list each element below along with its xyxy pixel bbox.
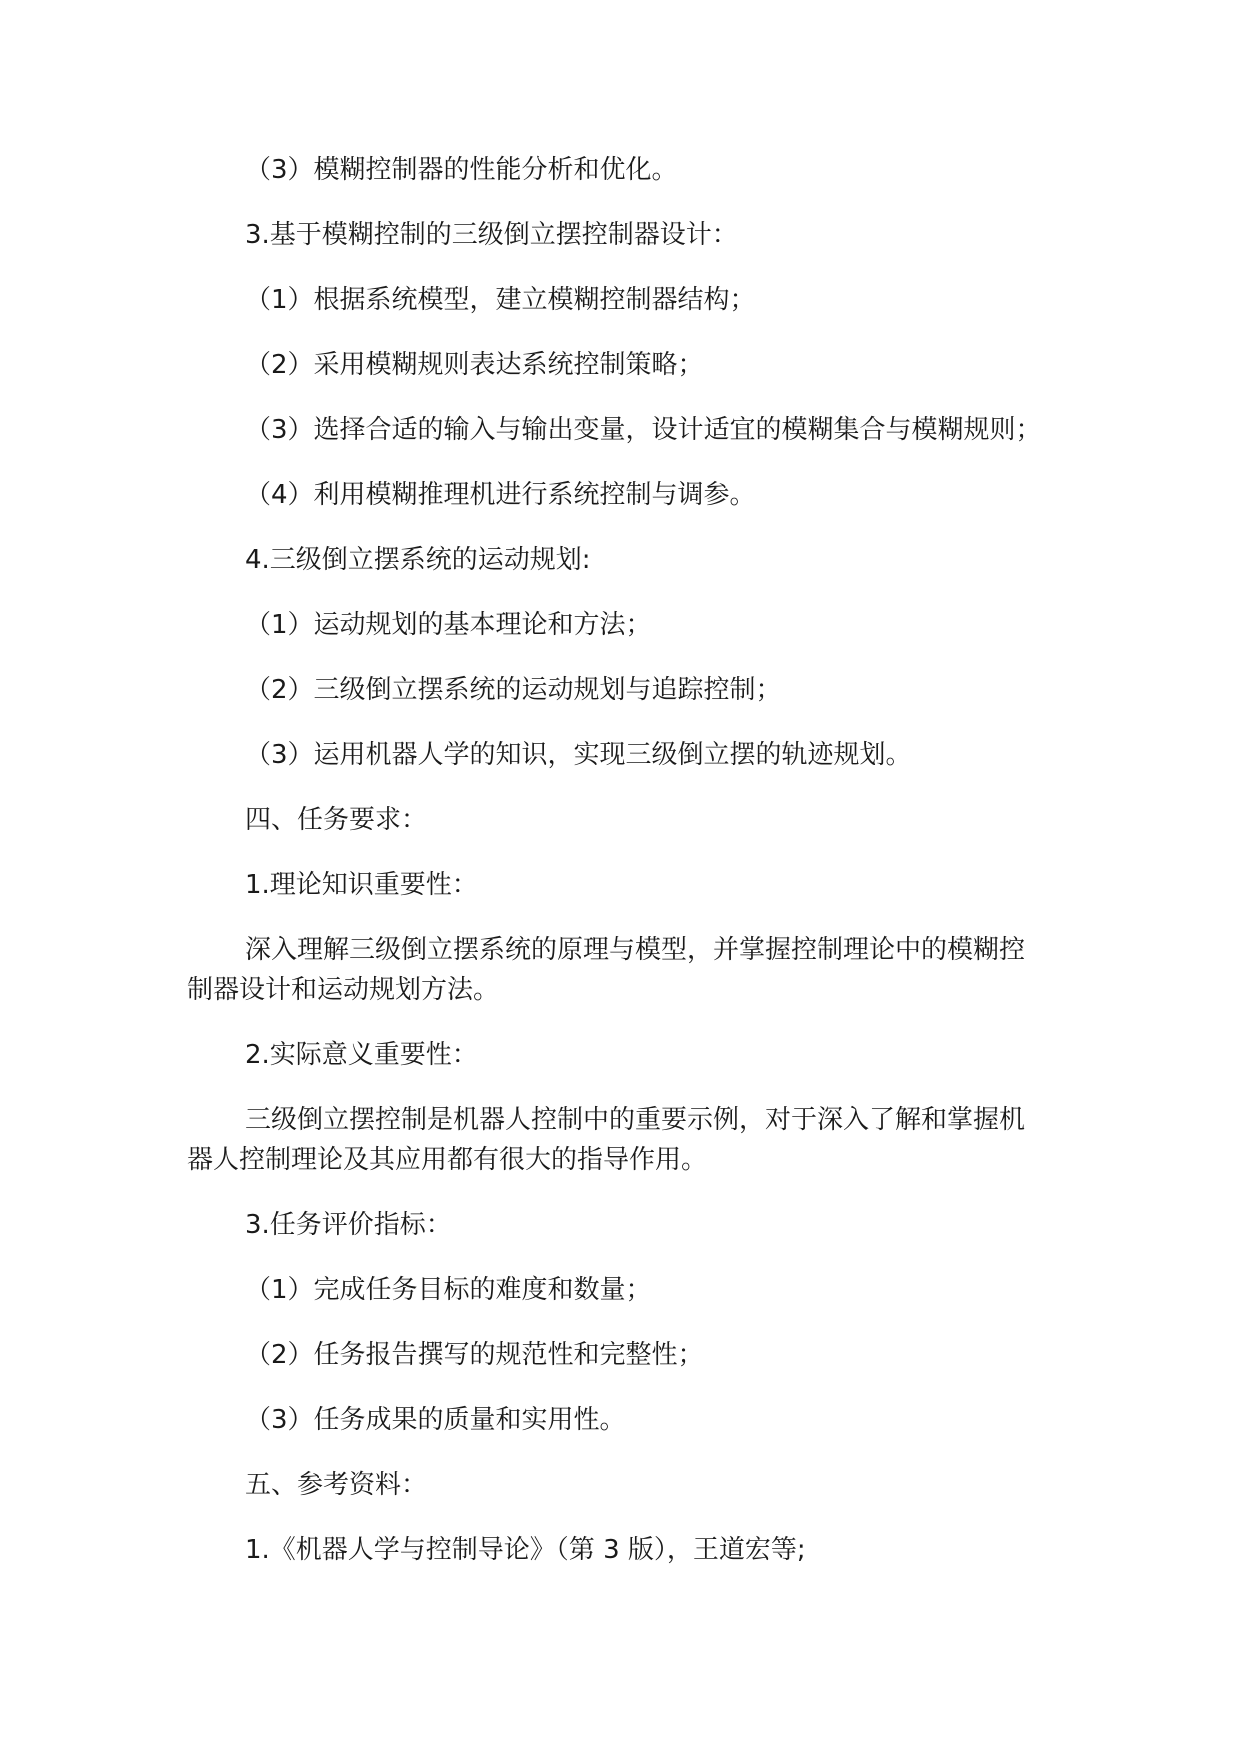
chapter-heading-references: 五、参考资料： [245,1470,428,1500]
list-item-build-structure: （1）根据系统模型，建立模糊控制器结构； [245,285,756,315]
reference-item-1: 1.《机器人学与控制导论》（第 3 版），王道宏等; [245,1535,806,1565]
list-item-trajectory-planning: （3）运用机器人学的知识，实现三级倒立摆的轨迹规划。 [245,740,912,770]
section-heading-evaluation: 3.任务评价指标： [245,1210,452,1240]
section-heading-theory-importance: 1.理论知识重要性： [245,870,478,900]
chapter-heading-task-requirements: 四、任务要求： [245,805,428,835]
body-paragraph-theory: 深入理解三级倒立摆系统的原理与模型，并掌握控制理论中的模糊控制器设计和运动规划方法。 [187,935,1026,1005]
section-heading-motion-planning: 4.三级倒立摆系统的运动规划: [245,545,591,575]
list-item-fuzzy-rules: （2）采用模糊规则表达系统控制策略； [245,350,704,380]
section-heading-fuzzy-controller-design: 3.基于模糊控制的三级倒立摆控制器设计： [245,220,738,250]
list-item-result-quality: （3）任务成果的质量和实用性。 [245,1405,626,1435]
list-item-select-variables: （3）选择合适的输入与输出变量，设计适宜的模糊集合与模糊规则； [245,415,1042,445]
list-item-fuzzy-performance: （3）模糊控制器的性能分析和优化。 [245,155,678,185]
body-paragraph-practical: 三级倒立摆控制是机器人控制中的重要示例，对于深入了解和掌握机器人控制理论及其应用都有很大的指导作用。 [187,1105,1026,1175]
list-item-inference-tuning: （4）利用模糊推理机进行系统控制与调参。 [245,480,756,510]
list-item-report-quality: （2）任务报告撰写的规范性和完整性； [245,1340,704,1370]
section-heading-practical-importance: 2.实际意义重要性： [245,1040,478,1070]
document-body [187,150,1057,1570]
list-item-planning-tracking: （2）三级倒立摆系统的运动规划与追踪控制； [245,675,782,705]
list-item-difficulty: （1）完成任务目标的难度和数量； [245,1275,652,1305]
list-item-planning-theory: （1）运动规划的基本理论和方法； [245,610,652,640]
